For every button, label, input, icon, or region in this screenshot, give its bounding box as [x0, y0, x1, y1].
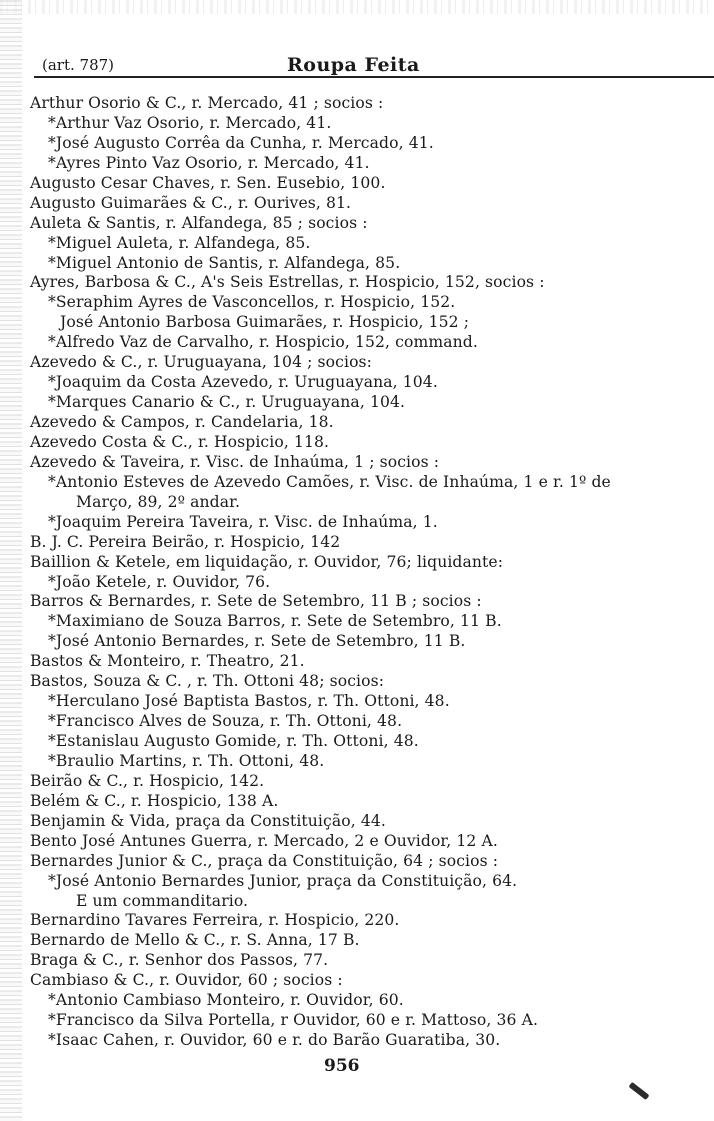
entry-line: Cambiaso & C., r. Ouvidor, 60 ; socios : [30, 971, 343, 990]
entry-line: B. J. C. Pereira Beirão, r. Hospicio, 142 [30, 532, 341, 551]
article-reference: (art. 787) [42, 56, 115, 74]
entry-line: Ayres, Barbosa & C., A's Seis Estrellas, r. Hospicio, 152, socios : [30, 273, 545, 292]
directory-entries [0, 94, 714, 1051]
entry-line: *Antonio Esteves de Azevedo Camões, r. Visc. de Inhaúma, 1 e r. 1º de [48, 472, 611, 491]
entry-line: Braga & C., r. Senhor dos Passos, 77. [30, 951, 329, 970]
entry-line: Azevedo Costa & C., r. Hospicio, 118. [30, 432, 330, 451]
entry-line: Baillion & Ketele, em liquidação, r. Ouvidor, 76; liquidante: [30, 552, 504, 571]
entry-line: Março, 89, 2º andar. [76, 492, 241, 511]
entry-line: *Miguel Antonio de Santis, r. Alfandega, 85. [48, 253, 401, 272]
entry-line: *José Antonio Bernardes Junior, praça da Constituição, 64. [48, 871, 518, 890]
entry-line: *Ayres Pinto Vaz Osorio, r. Mercado, 41. [48, 153, 370, 172]
entry-line: Azevedo & C., r. Uruguayana, 104 ; socios: [30, 353, 373, 372]
entry-line: *Seraphim Ayres de Vasconcellos, r. Hospicio, 152. [48, 293, 456, 312]
entry-line: Augusto Cesar Chaves, r. Sen. Eusebio, 100. [30, 173, 386, 192]
entry-line: Bernardo de Mello & C., r. S. Anna, 17 B. [30, 931, 360, 950]
entry-line: *José Antonio Bernardes, r. Sete de Setembro, 11 B. [48, 632, 466, 651]
header-rule [34, 76, 714, 78]
entry-line: *José Augusto Corrêa da Cunha, r. Mercado, 41. [48, 133, 434, 152]
entry-line: *Isaac Cahen, r. Ouvidor, 60 e r. do Barão Guaratiba, 30. [48, 1031, 501, 1050]
entry-line: Bernardino Tavares Ferreira, r. Hospicio, 220. [30, 911, 400, 930]
entry-line: *Joaquim da Costa Azevedo, r. Uruguayana, 104. [48, 373, 438, 392]
entry-line: *Francisco Alves de Souza, r. Th. Ottoni, 48. [48, 712, 403, 731]
entry-line: *Estanislau Augusto Gomide, r. Th. Ottoni, 48. [48, 732, 419, 750]
section-title: Roupa Feita [287, 54, 420, 76]
entry-line: Bento José Antunes Guerra, r. Mercado, 2 e Ouvidor, 12 A. [30, 831, 498, 850]
entry-line: Bastos, Souza & C. , r. Th. Ottoni 48; socios: [30, 672, 385, 691]
entry-line: *Maximiano de Souza Barros, r. Sete de Setembro, 11 B. [48, 612, 502, 631]
entry-line: Beirão & C., r. Hospicio, 142. [30, 771, 265, 790]
entry-line: Auleta & Santis, r. Alfandega, 85 ; socios : [30, 213, 368, 232]
entry-line: E um commanditario. [76, 891, 249, 910]
entry-line: Bernardes Junior & C., praça da Constituição, 64 ; socios : [30, 851, 499, 870]
entry-line: *Alfredo Vaz de Carvalho, r. Hospicio, 152, command. [48, 333, 478, 352]
entry-line: *Antonio Cambiaso Monteiro, r. Ouvidor, 60. [48, 991, 404, 1010]
page-top-edge [0, 0, 714, 14]
entry-line: Azevedo & Campos, r. Candelaria, 18. [30, 413, 334, 431]
entry-line: *Herculano José Baptista Bastos, r. Th. Ottoni, 48. [48, 692, 450, 711]
page-header [34, 52, 714, 78]
ink-mark [628, 1082, 649, 1100]
entry-line: *Miguel Auleta, r. Alfandega, 85. [48, 233, 311, 252]
entry-line: José Antonio Barbosa Guimarães, r. Hospicio, 152 ; [60, 313, 470, 332]
entry-line: *Francisco da Silva Portella, r Ouvidor, 60 e r. Mattoso, 36 A. [48, 1011, 539, 1030]
entry-line: *João Ketele, r. Ouvidor, 76. [48, 572, 271, 591]
entry-line: *Joaquim Pereira Taveira, r. Visc. de Inhaúma, 1. [48, 512, 438, 531]
entry-line: *Braulio Martins, r. Th. Ottoni, 48. [48, 751, 325, 770]
entry-line: Arthur Osorio & C., r. Mercado, 41 ; socios : [30, 94, 384, 112]
entry-line: *Arthur Vaz Osorio, r. Mercado, 41. [48, 113, 332, 132]
entry-line: Barros & Bernardes, r. Sete de Setembro, 11 B ; socios : [30, 592, 482, 611]
entry-line: Belém & C., r. Hospicio, 138 A. [30, 791, 279, 810]
entry-line: Augusto Guimarães & C., r. Ourives, 81. [30, 193, 352, 212]
entry-line: *Marques Canario & C., r. Uruguayana, 104. [48, 393, 406, 412]
entry-line: Bastos & Monteiro, r. Theatro, 21. [30, 652, 305, 671]
entry-line: Azevedo & Taveira, r. Visc. de Inhaúma, 1 ; socios : [30, 452, 440, 471]
page-number: 956 [324, 1056, 360, 1076]
entry-line: Benjamin & Vida, praça da Constituição, 44. [30, 811, 386, 830]
